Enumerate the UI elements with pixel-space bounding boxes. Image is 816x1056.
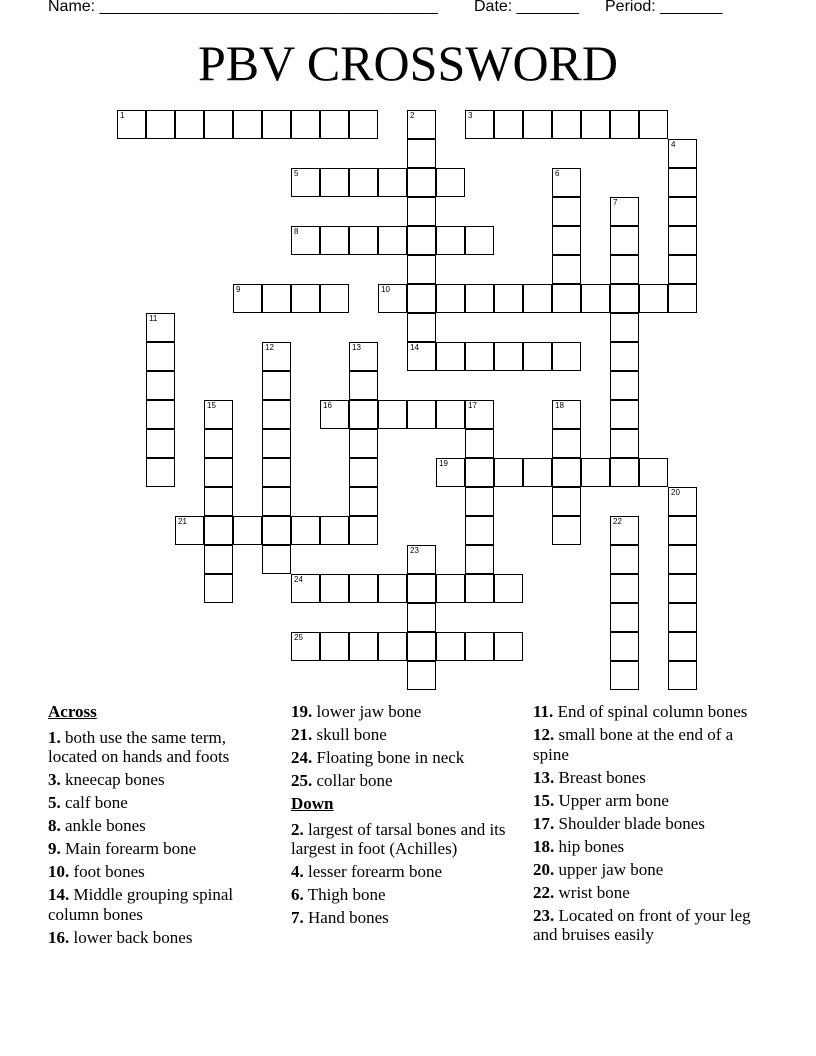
clue-number-label: 12. [533, 725, 555, 744]
grid-cell[interactable] [233, 516, 262, 545]
grid-cell[interactable] [610, 255, 639, 284]
grid-cell[interactable] [262, 487, 291, 516]
clue-text: Floating bone in neck [312, 748, 465, 767]
clue-number-label: 20. [533, 859, 555, 879]
grid-cell[interactable] [146, 342, 175, 371]
grid-cell[interactable] [552, 284, 581, 313]
grid-cell[interactable] [639, 458, 668, 487]
grid-cell[interactable] [668, 632, 697, 661]
grid-cell[interactable] [494, 632, 523, 661]
grid-cell[interactable] [407, 255, 436, 284]
grid-cell[interactable] [378, 226, 407, 255]
grid-cell[interactable] [349, 487, 378, 516]
clue-number-label: 14. [48, 885, 70, 904]
clue-number: 5 [294, 169, 299, 178]
grid-cell[interactable] [262, 110, 291, 139]
clue-number: 20 [671, 488, 680, 497]
clue-item [291, 820, 523, 859]
grid-cell[interactable] [204, 516, 233, 545]
down-clue-list-continued [533, 702, 768, 945]
grid-cell[interactable] [639, 110, 668, 139]
grid-cell[interactable] [175, 110, 204, 139]
clue-number-label: 21. [291, 725, 313, 744]
clues-column-1 [48, 702, 278, 951]
grid-cell[interactable] [349, 429, 378, 458]
grid-cell[interactable] [291, 632, 320, 661]
grid-cell[interactable] [407, 603, 436, 632]
grid-cell[interactable] [407, 226, 436, 255]
grid-cell[interactable] [262, 429, 291, 458]
grid-cell[interactable] [349, 458, 378, 487]
clues-column-3 [533, 702, 768, 948]
clue-number-label: 16. [48, 927, 70, 947]
grid-cell[interactable] [262, 545, 291, 574]
clue-text: upper jaw bone [554, 859, 664, 879]
grid-cell[interactable] [610, 603, 639, 632]
grid-cell[interactable] [610, 284, 639, 313]
grid-cell[interactable] [610, 458, 639, 487]
grid-cell[interactable] [465, 342, 494, 371]
grid-cell[interactable] [146, 458, 175, 487]
clue-number-label: 15. [533, 790, 555, 810]
grid-cell[interactable] [320, 168, 349, 197]
grid-cell[interactable] [407, 139, 436, 168]
grid-cell[interactable] [378, 574, 407, 603]
grid-cell[interactable] [581, 284, 610, 313]
clue-text: Breast bones [554, 767, 646, 787]
clue-number: 7 [613, 198, 618, 207]
grid-cell[interactable] [407, 574, 436, 603]
grid-cell[interactable] [407, 400, 436, 429]
clue-text: Middle grouping spinal column bones [48, 885, 234, 924]
clue-number: 4 [671, 140, 676, 149]
grid-cell[interactable] [291, 284, 320, 313]
grid-cell[interactable] [552, 400, 581, 429]
clue-number-label: 9. [48, 839, 61, 858]
grid-cell[interactable] [610, 226, 639, 255]
clue-text: End of spinal column bones [553, 702, 748, 721]
clue-number-label: 18. [533, 836, 555, 856]
clue-text: Hand bones [303, 908, 389, 927]
grid-cell[interactable] [349, 342, 378, 371]
grid-cell[interactable] [465, 226, 494, 255]
date-field-label: Date: _______ [474, 0, 579, 15]
clues-column-2 [291, 702, 523, 931]
clue-item [48, 793, 278, 813]
clue-number-label: 22. [533, 882, 555, 902]
clue-item [48, 816, 278, 836]
grid-cell[interactable] [465, 574, 494, 603]
clue-number: 6 [555, 169, 560, 178]
grid-cell[interactable] [204, 545, 233, 574]
grid-cell[interactable] [407, 110, 436, 139]
clue-item [291, 748, 523, 768]
grid-cell[interactable] [349, 226, 378, 255]
clue-item [533, 702, 768, 722]
clue-text: Main forearm bone [60, 839, 197, 858]
down-clue-list [291, 820, 523, 928]
grid-cell[interactable] [233, 284, 262, 313]
grid-cell[interactable] [436, 458, 465, 487]
clue-text: wrist bone [554, 882, 630, 902]
grid-cell[interactable] [349, 400, 378, 429]
clue-item [291, 725, 523, 745]
clue-number: 16 [323, 401, 332, 410]
page-title: PBV CROSSWORD [197, 35, 619, 91]
period-field-label: Period: _______ [605, 0, 723, 15]
grid-cell[interactable] [407, 342, 436, 371]
clue-item [533, 860, 768, 880]
grid-cell[interactable] [610, 661, 639, 690]
grid-cell[interactable] [320, 110, 349, 139]
grid-cell[interactable] [552, 342, 581, 371]
grid-cell[interactable] [204, 574, 233, 603]
grid-cell[interactable] [610, 400, 639, 429]
grid-cell[interactable] [552, 516, 581, 545]
grid-cell[interactable] [668, 574, 697, 603]
grid-cell[interactable] [436, 400, 465, 429]
grid-cell[interactable] [349, 371, 378, 400]
name-field-label: Name: ______________________________________ [48, 0, 438, 15]
clue-item [533, 791, 768, 811]
grid-cell[interactable] [320, 284, 349, 313]
grid-cell[interactable] [465, 632, 494, 661]
grid-cell[interactable] [146, 429, 175, 458]
grid-cell[interactable] [320, 574, 349, 603]
grid-cell[interactable] [204, 110, 233, 139]
clue-number: 1 [120, 111, 125, 120]
grid-cell[interactable] [262, 371, 291, 400]
clue-number: 12 [265, 343, 274, 352]
grid-cell[interactable] [262, 284, 291, 313]
grid-cell[interactable] [494, 574, 523, 603]
grid-cell[interactable] [668, 226, 697, 255]
grid-cell[interactable] [407, 168, 436, 197]
grid-cell[interactable] [610, 342, 639, 371]
clue-item [48, 928, 278, 948]
clue-text: Shoulder blade bones [554, 813, 705, 833]
grid-cell[interactable] [668, 255, 697, 284]
clue-number: 21 [178, 517, 187, 526]
grid-cell[interactable] [262, 400, 291, 429]
grid-cell[interactable] [552, 458, 581, 487]
grid-cell[interactable] [552, 429, 581, 458]
clue-item [48, 862, 278, 882]
across-heading: Across [48, 702, 97, 721]
grid-cell[interactable] [668, 197, 697, 226]
clue-number: 23 [410, 546, 419, 555]
grid-cell[interactable] [552, 110, 581, 139]
clue-text: skull bone [312, 725, 387, 744]
clue-number: 25 [294, 633, 303, 642]
grid-cell[interactable] [320, 226, 349, 255]
grid-cell[interactable] [291, 226, 320, 255]
grid-cell[interactable] [668, 545, 697, 574]
grid-cell[interactable] [610, 545, 639, 574]
clue-item [533, 725, 768, 764]
clue-number: 15 [207, 401, 216, 410]
clue-text: Located on front of your leg and bruises easily [533, 905, 751, 944]
clue-number: 9 [236, 285, 241, 294]
clue-number-label: 6. [291, 885, 304, 904]
grid-cell[interactable] [465, 487, 494, 516]
clue-number-label: 13. [533, 767, 555, 787]
grid-cell[interactable] [204, 458, 233, 487]
grid-cell[interactable] [465, 284, 494, 313]
clue-item [291, 908, 523, 928]
grid-cell[interactable] [668, 603, 697, 632]
clue-item [48, 839, 278, 859]
grid-cell[interactable] [465, 458, 494, 487]
grid-cell[interactable] [378, 400, 407, 429]
clue-number-label: 5. [48, 793, 61, 812]
grid-cell[interactable] [436, 284, 465, 313]
clue-number-label: 24. [291, 748, 313, 767]
clue-number-label: 3. [48, 770, 61, 789]
clue-text: ankle bones [60, 816, 146, 835]
clue-number-label: 23. [533, 905, 555, 925]
grid-cell[interactable] [146, 313, 175, 342]
grid-cell[interactable] [668, 139, 697, 168]
grid-cell[interactable] [610, 110, 639, 139]
clue-number: 11 [149, 314, 158, 323]
clue-number-label: 8. [48, 816, 61, 835]
grid-cell[interactable] [407, 284, 436, 313]
grid-cell[interactable] [436, 574, 465, 603]
clue-number-label: 4. [291, 862, 304, 881]
grid-cell[interactable] [320, 632, 349, 661]
grid-cell[interactable] [291, 110, 320, 139]
grid-cell[interactable] [320, 400, 349, 429]
clue-text: lesser forearm bone [303, 862, 443, 881]
grid-cell[interactable] [610, 429, 639, 458]
clue-number-label: 19. [291, 702, 313, 721]
clue-item [533, 906, 768, 945]
grid-cell[interactable] [552, 226, 581, 255]
clue-text: Upper arm bone [554, 790, 669, 810]
grid-cell[interactable] [291, 168, 320, 197]
grid-cell[interactable] [610, 632, 639, 661]
clue-number: 17 [468, 401, 477, 410]
grid-cell[interactable] [523, 284, 552, 313]
grid-cell[interactable] [581, 110, 610, 139]
grid-cell[interactable] [581, 458, 610, 487]
clue-number: 19 [439, 459, 448, 468]
grid-cell[interactable] [552, 487, 581, 516]
grid-cell[interactable] [668, 487, 697, 516]
grid-cell[interactable] [610, 313, 639, 342]
grid-cell[interactable] [204, 400, 233, 429]
grid-cell[interactable] [146, 400, 175, 429]
down-heading: Down [291, 794, 334, 813]
clue-text: both use the same term, located on hands and foots [48, 727, 230, 766]
grid-cell[interactable] [407, 545, 436, 574]
grid-cell[interactable] [610, 516, 639, 545]
clue-number: 22 [613, 517, 622, 526]
grid-cell[interactable] [146, 110, 175, 139]
clue-item [291, 771, 523, 791]
grid-cell[interactable] [668, 516, 697, 545]
grid-cell[interactable] [465, 545, 494, 574]
grid-cell[interactable] [552, 197, 581, 226]
grid-cell[interactable] [349, 110, 378, 139]
grid-cell[interactable] [262, 458, 291, 487]
grid-cell[interactable] [320, 516, 349, 545]
grid-cell[interactable] [204, 487, 233, 516]
grid-cell[interactable] [349, 168, 378, 197]
grid-cell[interactable] [465, 516, 494, 545]
grid-cell[interactable] [494, 458, 523, 487]
grid-cell[interactable] [262, 516, 291, 545]
grid-cell[interactable] [552, 255, 581, 284]
grid-cell[interactable] [639, 284, 668, 313]
grid-cell[interactable] [407, 197, 436, 226]
clue-number: 10 [381, 285, 390, 294]
grid-cell[interactable] [523, 110, 552, 139]
grid-cell[interactable] [436, 632, 465, 661]
grid-cell[interactable] [610, 197, 639, 226]
clue-item [533, 883, 768, 903]
across-clue-list [48, 728, 278, 948]
grid-cell[interactable] [378, 632, 407, 661]
clue-text: hip bones [554, 836, 625, 856]
clue-text: kneecap bones [60, 770, 165, 789]
grid-cell[interactable] [668, 661, 697, 690]
clue-item [533, 837, 768, 857]
grid-cell[interactable] [523, 342, 552, 371]
clue-number-label: 17. [533, 813, 555, 833]
clue-item [291, 862, 523, 882]
clue-number: 13 [352, 343, 361, 352]
clue-item [533, 814, 768, 834]
clue-item [291, 702, 523, 722]
grid-cell[interactable] [204, 429, 233, 458]
grid-cell[interactable] [552, 168, 581, 197]
clue-number: 24 [294, 575, 303, 584]
grid-cell[interactable] [436, 168, 465, 197]
clue-number-label: 1. [48, 727, 61, 747]
clue-number-label: 11. [533, 702, 554, 721]
clue-text: Thigh bone [303, 885, 386, 904]
grid-cell[interactable] [610, 574, 639, 603]
grid-cell[interactable] [465, 110, 494, 139]
grid-cell[interactable] [262, 342, 291, 371]
clue-item [533, 768, 768, 788]
grid-cell[interactable] [233, 110, 262, 139]
grid-cell[interactable] [494, 110, 523, 139]
grid-cell[interactable] [523, 458, 552, 487]
clue-number-label: 10. [48, 862, 70, 881]
grid-cell[interactable] [465, 429, 494, 458]
clue-text: small bone at the end of a spine [533, 725, 734, 764]
clue-text: calf bone [60, 793, 128, 812]
clue-item [291, 885, 523, 905]
grid-cell[interactable] [349, 516, 378, 545]
clue-number: 3 [468, 111, 473, 120]
grid-cell[interactable] [349, 632, 378, 661]
grid-cell[interactable] [117, 110, 146, 139]
clue-number: 14 [410, 343, 419, 352]
grid-cell[interactable] [494, 284, 523, 313]
clue-item [48, 770, 278, 790]
grid-cell[interactable] [407, 313, 436, 342]
grid-cell[interactable] [146, 371, 175, 400]
clue-number: 8 [294, 227, 299, 236]
clue-number-label: 2. [291, 819, 304, 839]
clue-text: lower jaw bone [312, 702, 422, 721]
grid-cell[interactable] [378, 284, 407, 313]
grid-cell[interactable] [610, 371, 639, 400]
clue-text: foot bones [69, 862, 145, 881]
grid-cell[interactable] [436, 342, 465, 371]
clue-number-label: 7. [291, 908, 304, 927]
grid-cell[interactable] [668, 284, 697, 313]
grid-cell[interactable] [494, 342, 523, 371]
grid-cell[interactable] [175, 516, 204, 545]
clue-text: lower back bones [69, 927, 193, 947]
clue-item [48, 728, 278, 767]
clue-text: largest of tarsal bones and its largest in foot (Achilles) [291, 819, 506, 858]
clue-number: 2 [410, 111, 415, 120]
clue-number-label: 25. [291, 771, 313, 790]
grid-cell[interactable] [378, 168, 407, 197]
grid-cell[interactable] [291, 574, 320, 603]
clue-number: 18 [555, 401, 564, 410]
grid-cell[interactable] [436, 226, 465, 255]
grid-cell[interactable] [407, 661, 436, 690]
clue-text: collar bone [312, 771, 393, 790]
grid-cell[interactable] [465, 400, 494, 429]
grid-cell[interactable] [349, 574, 378, 603]
grid-cell[interactable] [291, 516, 320, 545]
clue-item [48, 885, 278, 924]
grid-cell[interactable] [668, 168, 697, 197]
across-clue-list-continued [291, 702, 523, 791]
grid-cell[interactable] [407, 632, 436, 661]
